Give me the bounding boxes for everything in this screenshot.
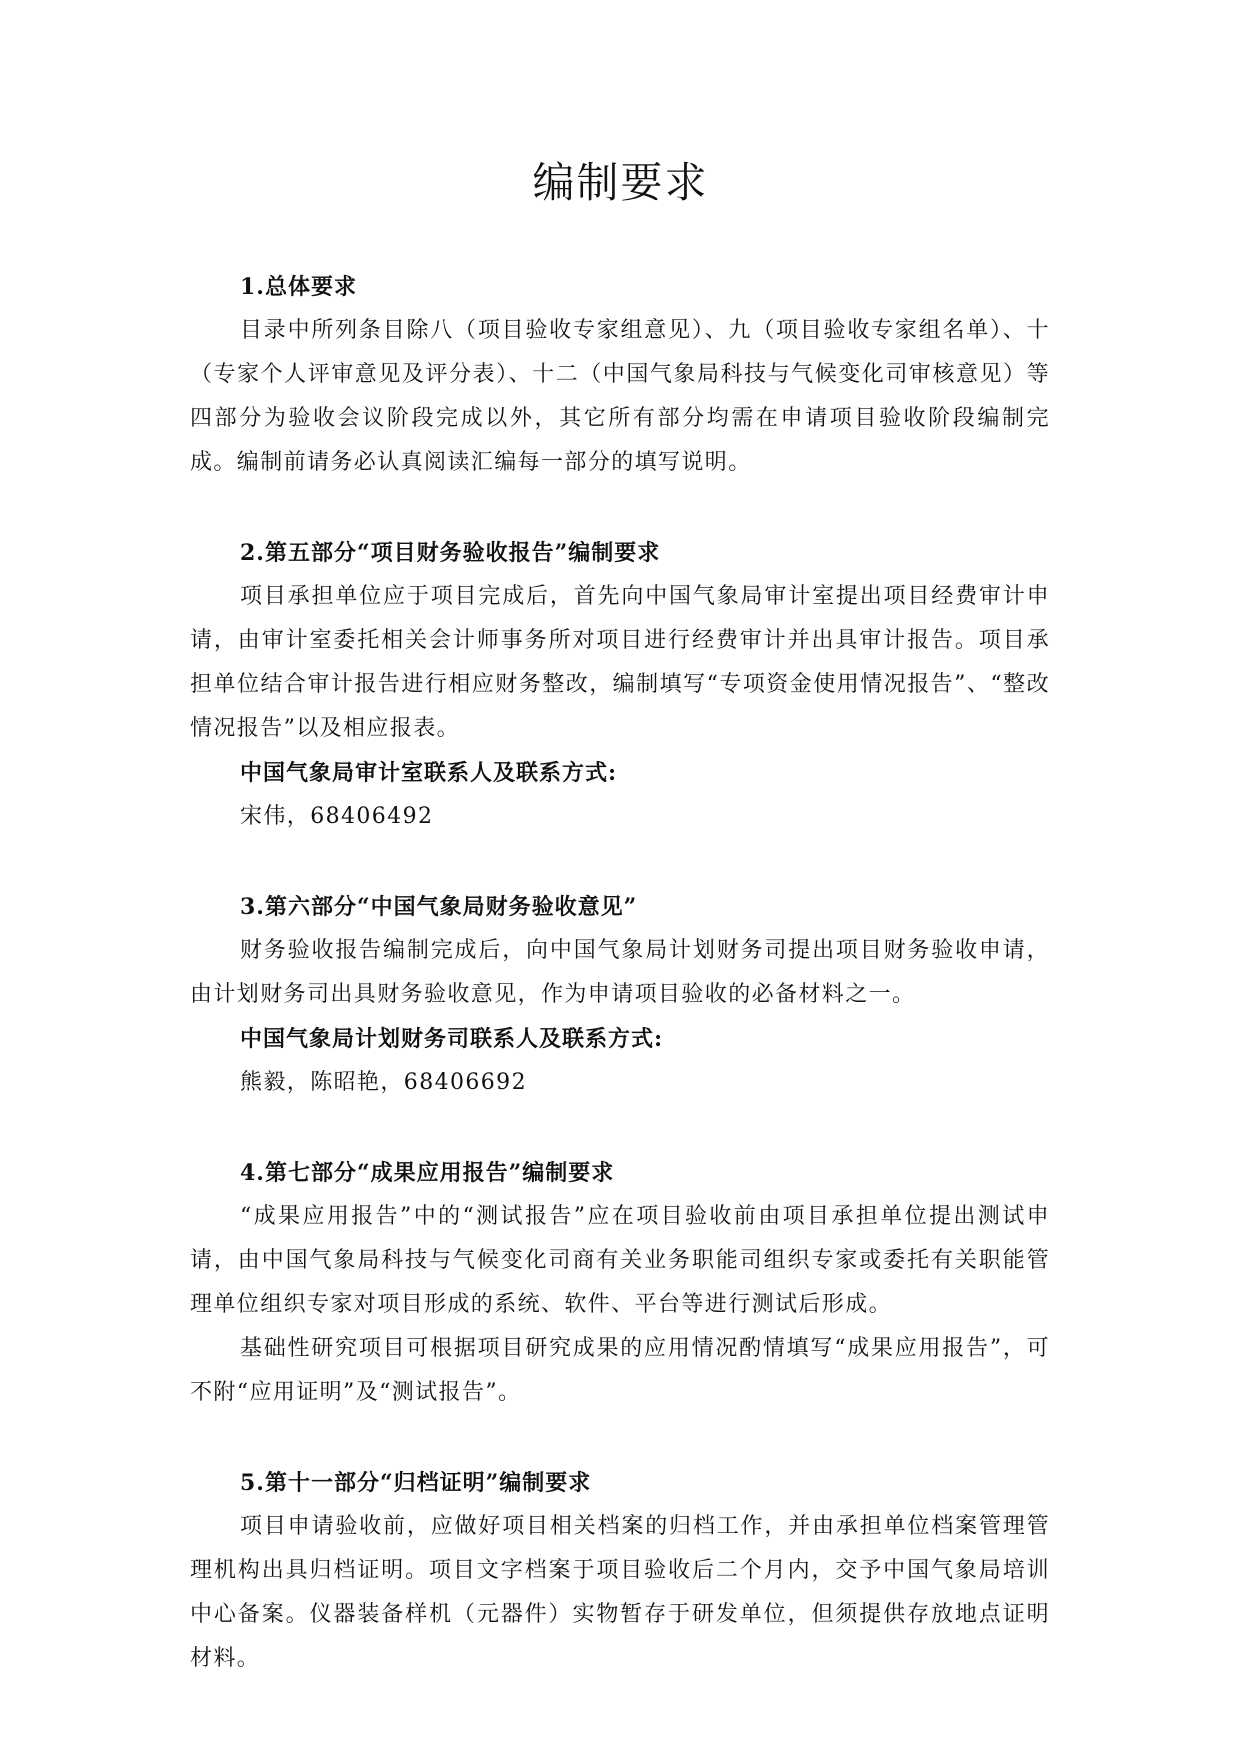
section-financial-acceptance-report bbox=[190, 531, 1050, 839]
section-paragraph: 基础性研究项目可根据项目研究成果的应用情况酌情填写“成果应用报告”，可不附“应用证明”及“测试报告”。 bbox=[190, 1336, 1050, 1405]
section-archiving-certificate bbox=[190, 1461, 1050, 1681]
section-paragraph: “成果应用报告”中的“测试报告”应在项目验收前由项目承担单位提出测试申请，由中国气象局科技与气候变化司商有关业务职能司组织专家或委托有关职能管理单位组织专家对项目形成的系统、软件、平台等进行测试后形成。 bbox=[190, 1204, 1050, 1317]
section-heading: 3.第六部分“中国气象局财务验收意见” bbox=[240, 894, 638, 920]
contact-label: 中国气象局审计室联系人及联系方式: bbox=[240, 760, 618, 786]
section-financial-acceptance-opinion bbox=[190, 885, 1050, 1105]
section-heading: 1.总体要求 bbox=[240, 274, 357, 300]
section-heading: 4.第七部分“成果应用报告”编制要求 bbox=[240, 1160, 615, 1186]
section-paragraph: 项目申请验收前，应做好项目相关档案的归档工作，并由承担单位档案管理管理机构出具归档证明。项目文字档案于项目验收后二个月内，交予中国气象局培训中心备案。仪器装备样机（元器件）实物暂存于研发单位，但须提供存放地点证明材料。 bbox=[190, 1514, 1050, 1671]
section-paragraph: 目录中所列条目除八（项目验收专家组意见）、九（项目验收专家组名单）、十（专家个人评审意见及评分表）、十二（中国气象局科技与气候变化司审核意见）等四部分为验收会议阶段完成以外，其它所有部分均需在申请项目验收阶段编制完成。编制前请务必认真阅读汇编每一部分的填写说明。 bbox=[190, 318, 1050, 475]
page-title: 编制要求 bbox=[532, 158, 709, 207]
contact-value: 熊毅，陈昭艳，68406692 bbox=[240, 1070, 527, 1095]
section-paragraph: 项目承担单位应于项目完成后，首先向中国气象局审计室提出项目经费审计申请，由审计室委托相关会计师事务所对项目进行经费审计并出具审计报告。项目承担单位结合审计报告进行相应财务整改，编制填写“专项资金使用情况报告”、“整改情况报告”以及相应报表。 bbox=[190, 584, 1050, 741]
section-heading: 2.第五部分“项目财务验收报告”编制要求 bbox=[240, 540, 661, 566]
contact-label: 中国气象局计划财务司联系人及联系方式: bbox=[240, 1026, 664, 1052]
section-results-application-report bbox=[190, 1151, 1050, 1415]
contact-value: 宋伟，68406492 bbox=[240, 804, 434, 829]
section-general-requirements bbox=[190, 265, 1050, 485]
section-paragraph: 财务验收报告编制完成后，向中国气象局计划财务司提出项目财务验收申请，由计划财务司出具财务验收意见，作为申请项目验收的必备材料之一。 bbox=[190, 938, 1050, 1007]
document-body bbox=[190, 265, 1050, 1727]
section-heading: 5.第十一部分“归档证明”编制要求 bbox=[240, 1470, 592, 1496]
